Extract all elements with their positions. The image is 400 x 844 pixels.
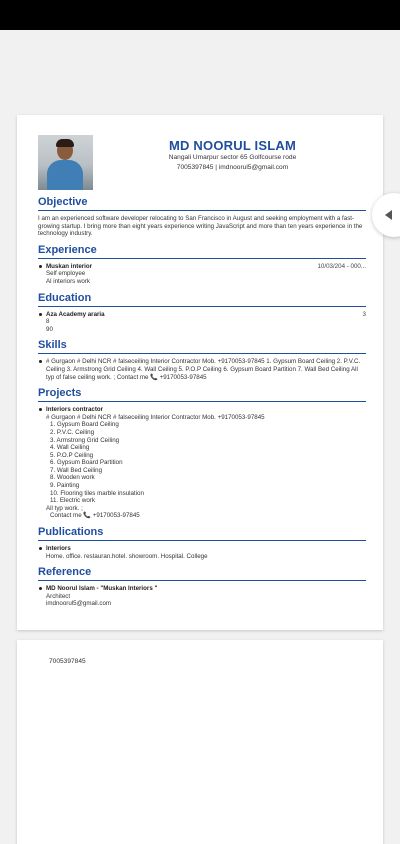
project-contact: Contact me 📞 +9170053-97845: [50, 512, 140, 520]
page2-phone: 7005397845: [49, 658, 86, 665]
section-skills: [38, 338, 366, 384]
section-title-experience: Experience: [38, 243, 366, 259]
section-title-education: Education: [38, 291, 366, 307]
education-item: [38, 311, 366, 334]
publication-name: Interiors: [46, 545, 71, 553]
experience-line: Self employee: [46, 270, 86, 278]
project-list-item: 7. Wall Bed Ceiling: [50, 466, 103, 474]
status-bar: [0, 0, 400, 30]
experience-item: [38, 263, 366, 286]
project-name: Interiors contractor: [46, 406, 104, 414]
section-publications: [38, 525, 366, 563]
resume-header: [38, 135, 366, 193]
reference-item: [38, 585, 366, 608]
header-text: [99, 135, 366, 172]
experience-company: Muskan interior: [46, 262, 93, 270]
project-list-item: 10. Flooring tiles marble insulation: [50, 489, 144, 497]
section-experience: [38, 243, 366, 289]
project-list-item: 2. P.V.C. Ceiling: [50, 428, 95, 436]
project-list-item: 5. P.O.P Ceiling: [50, 451, 94, 459]
education-value: 3: [362, 310, 366, 318]
experience-line: Al interiors work: [46, 277, 91, 285]
publication-item: [38, 545, 366, 560]
skills-item: [38, 358, 366, 381]
reference-email: imdnoorul5@gmail.com: [46, 600, 112, 608]
section-education: [38, 291, 366, 337]
project-list-item: 1. Gypsum Board Ceiling: [50, 421, 119, 429]
education-line: 8: [46, 318, 50, 326]
publication-text: Home. office. restauran.hotel. showroom. Hospital. College: [46, 552, 208, 560]
resume-contact: 7005397845 | imdnoorul5@gmail.com: [176, 163, 289, 171]
education-line: 90: [46, 325, 53, 333]
resume-page-1: [17, 115, 383, 630]
chevron-left-icon: [385, 210, 392, 220]
section-title-objective: Objective: [38, 195, 366, 211]
skills-text: # Gurgaon # Delhi NCR # falseceiling Interior Contractor Mob. +9170053-97845 1. Gypsum Board Ceiling 2. P.V.C. Ceiling 3. Armstrong Grid Ceiling 4. Wall Ceiling 5. P.O.P Ceiling 6. Gypsum Board Partition 7. Wall Bed Ceiling All typ of false ceiling work. ; Contact me 📞 +9170053-97845: [46, 358, 361, 381]
project-intro: # Gurgaon # Delhi NCR # falseceiling Interior Contractor Mob. +9170053-97845: [46, 413, 265, 421]
project-list-item: 8. Wooden work: [50, 474, 95, 482]
project-list-item: 6. Gypsum Board Partition: [50, 459, 123, 467]
resume-page-2: [17, 640, 383, 844]
project-list-item: 3. Armstrong Grid Ceiling: [50, 436, 120, 444]
education-school: Aza Academy araria: [46, 310, 105, 318]
section-projects: [38, 386, 366, 523]
section-reference: [38, 565, 366, 611]
resume-name: MD NOORUL ISLAM: [169, 138, 296, 153]
project-list-item: 4. Wall Ceiling: [50, 444, 90, 452]
project-item: [38, 406, 366, 520]
project-list-item: 11. Electric work: [50, 497, 95, 505]
resume-address: Nangali Umarpur sector 65 Golfcourse rode: [168, 154, 297, 161]
objective-text: I am an experienced software developer relocating to San Francisco in August and seeking employment with a fast-growing startup. I bring more than eight years experience writing JavaScript and more than ten years experience in the technology industry.: [38, 215, 363, 238]
project-list-item: 9. Painting: [50, 482, 80, 490]
project-outro: All typ work. ;: [46, 504, 83, 512]
section-title-projects: Projects: [38, 386, 366, 402]
reference-name: MD Noorul Islam - "Muskan Interiors ": [46, 585, 158, 593]
section-title-reference: Reference: [38, 565, 366, 581]
experience-date: 10/03/204 - 000...: [317, 262, 366, 270]
section-title-publications: Publications: [38, 525, 366, 541]
photo-body: [47, 160, 83, 190]
photo-hair: [56, 139, 74, 147]
profile-photo: [38, 135, 93, 190]
section-objective: [38, 195, 366, 241]
reference-role: Architect: [46, 592, 71, 600]
section-title-skills: Skills: [38, 338, 366, 354]
